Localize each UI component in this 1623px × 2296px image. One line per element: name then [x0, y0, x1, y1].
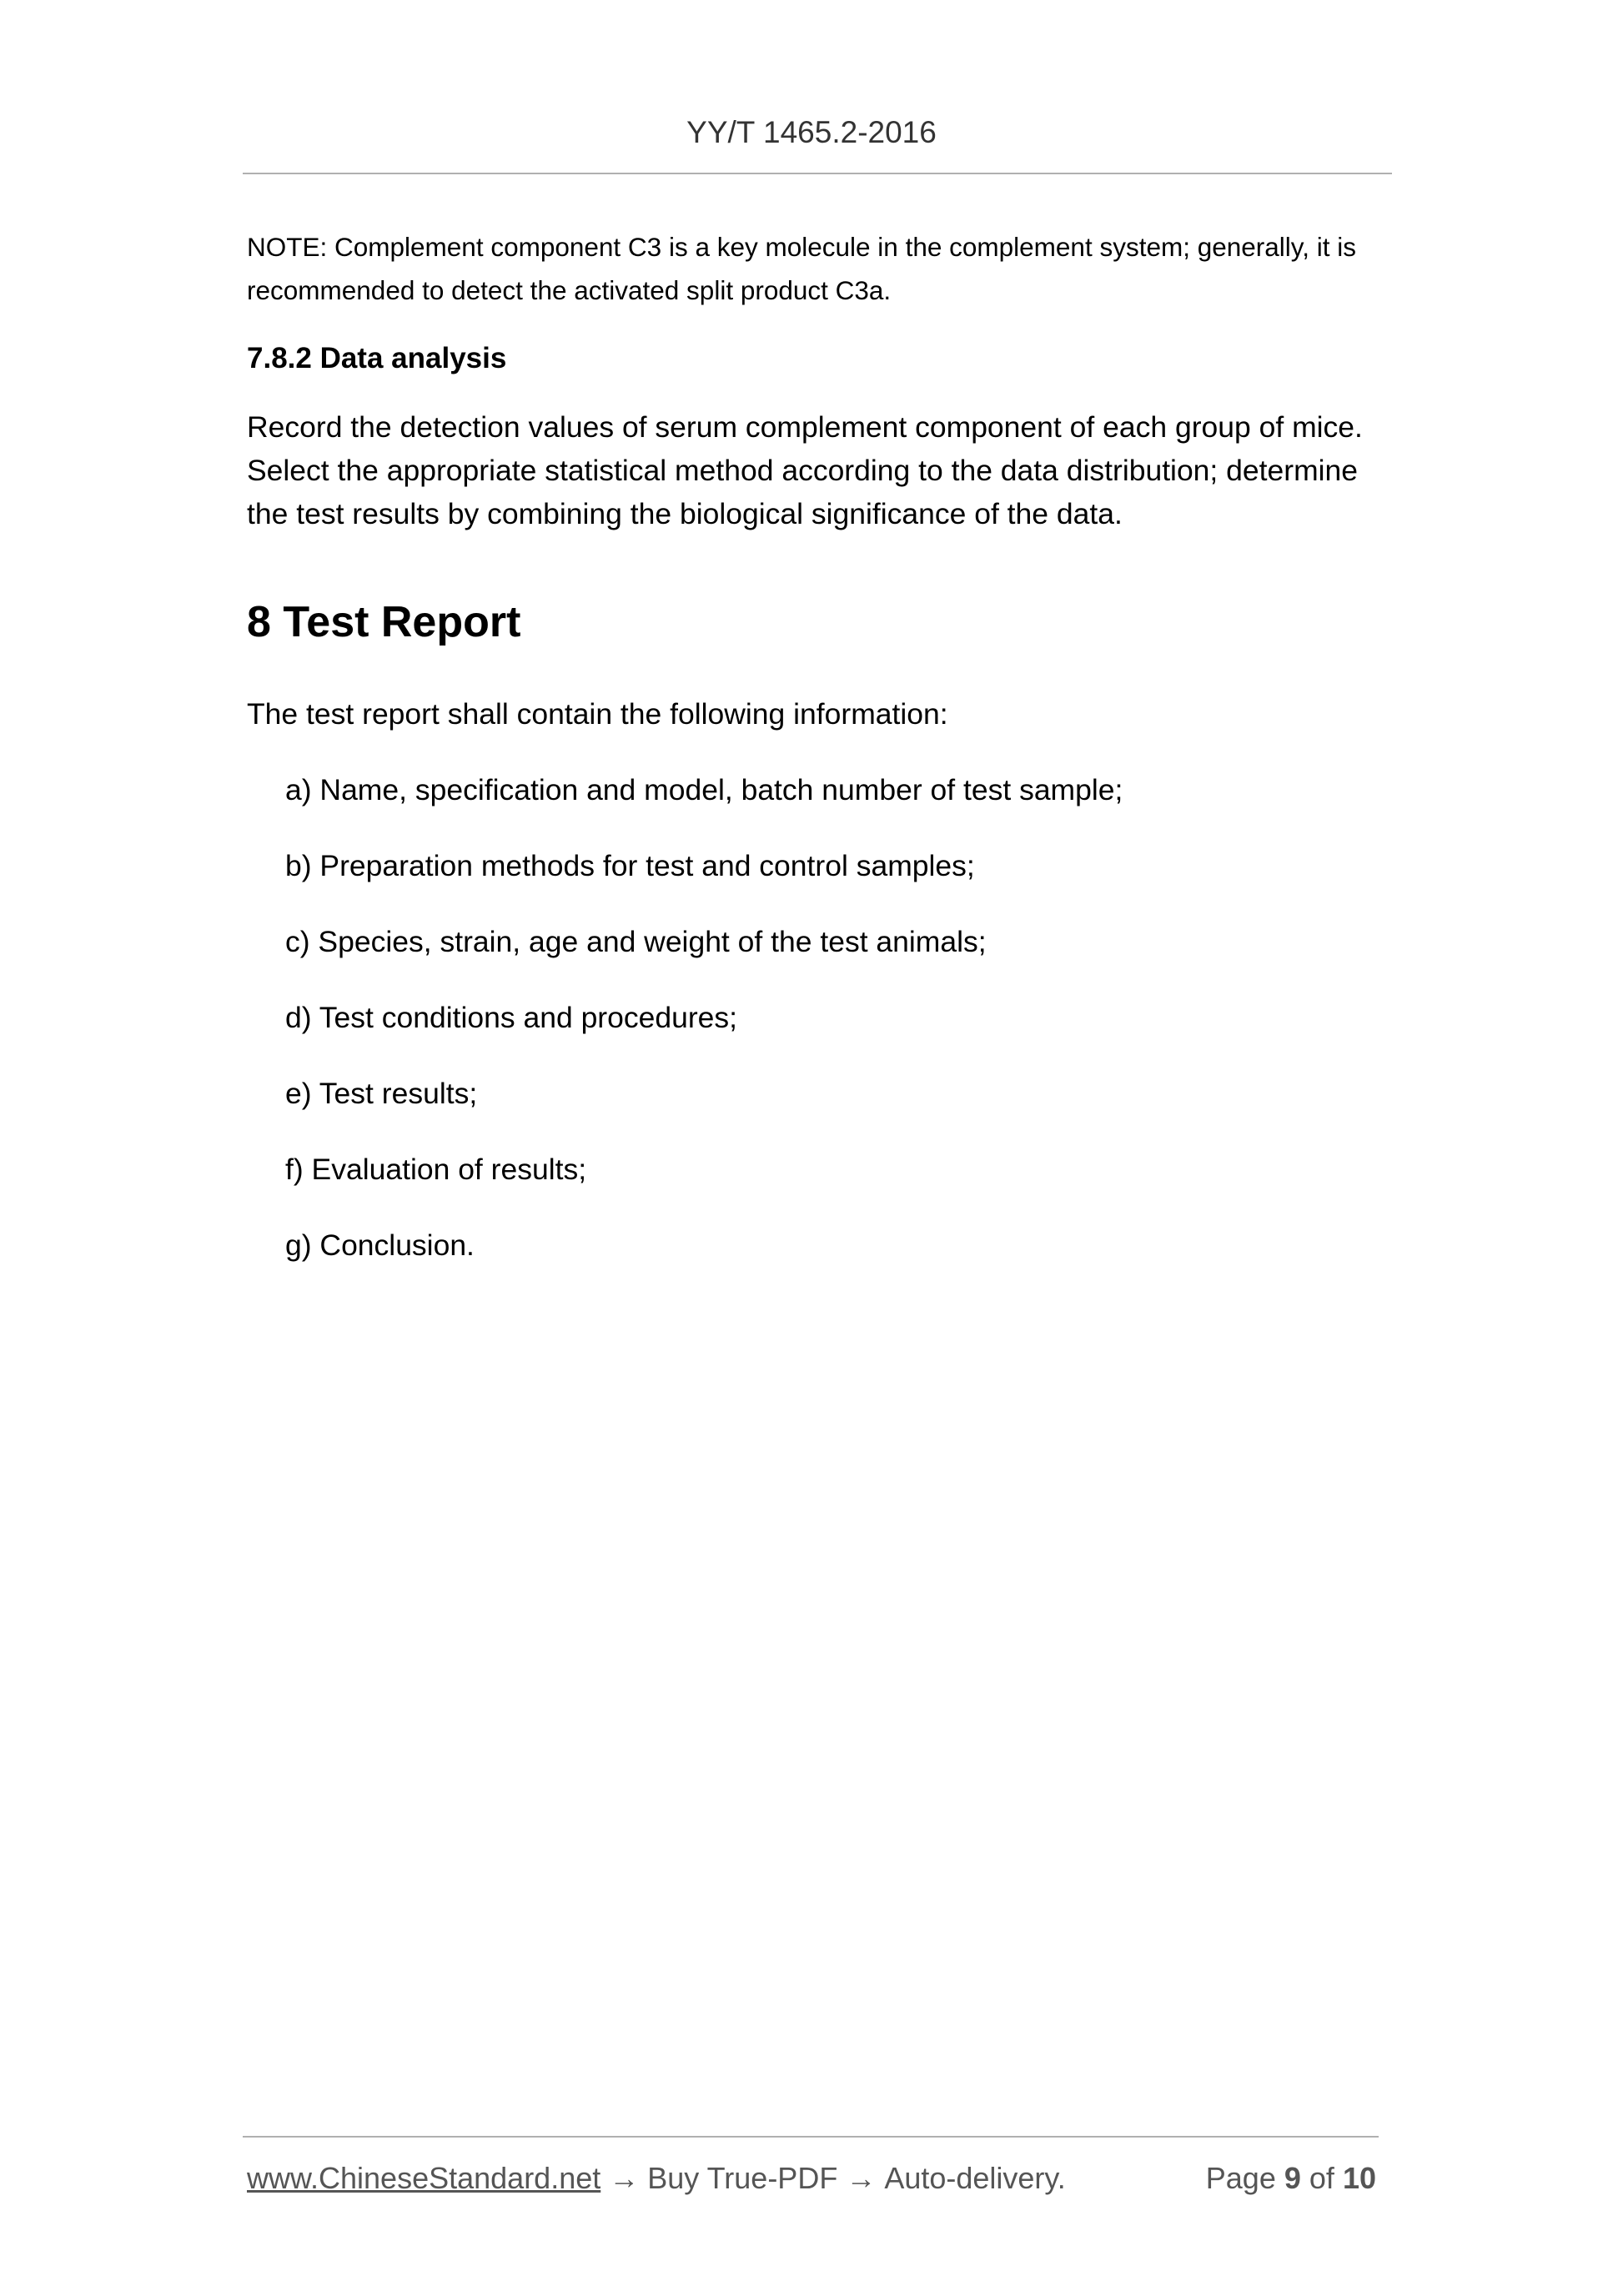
- list-item: g) Conclusion.: [285, 1228, 475, 1262]
- standard-code: YY/T 1465.2-2016: [686, 115, 937, 149]
- section-heading-test-report: 8 Test Report: [247, 598, 521, 646]
- list-item: d) Test conditions and procedures;: [285, 1001, 738, 1034]
- test-report-intro: The test report shall contain the following information:: [247, 697, 948, 731]
- page-label: Page: [1205, 2161, 1276, 2195]
- footer-divider: [243, 2136, 1379, 2138]
- header-divider: [243, 173, 1392, 174]
- subsection-heading-data-analysis: 7.8.2 Data analysis: [247, 342, 507, 374]
- list-item: b) Preparation methods for test and control samples;: [285, 849, 975, 882]
- document-body: [247, 225, 1389, 1299]
- note-paragraph: NOTE: Complement component C3 is a key molecule in the complement system; generally, it is recommended to detect the activated split product C3a.: [247, 232, 1356, 305]
- list-item: c) Species, strain, age and weight of the test animals;: [285, 925, 987, 958]
- delivery-text: Auto-delivery.: [884, 2161, 1066, 2195]
- data-analysis-paragraph: Record the detection values of serum complement component of each group of mice. Select the appropriate statistical method according to the data distribution; determine the test results by combining the biological significance of the data.: [247, 410, 1363, 530]
- site-link[interactable]: www.ChineseStandard.net: [247, 2161, 601, 2195]
- arrow-right-icon: →: [846, 2161, 877, 2195]
- buy-text: Buy True-PDF: [647, 2161, 838, 2195]
- of-label: of: [1309, 2161, 1334, 2195]
- list-item: a) Name, specification and model, batch number of test sample;: [285, 773, 1123, 806]
- test-report-list: [247, 768, 1389, 1267]
- page-number: 9: [1284, 2161, 1301, 2195]
- footer-promo: [247, 2160, 1066, 2197]
- page-total: 10: [1342, 2161, 1376, 2195]
- page-indicator: [1206, 2160, 1376, 2197]
- arrow-right-icon: →: [609, 2161, 640, 2195]
- list-item: f) Evaluation of results;: [285, 1153, 587, 1186]
- list-item: e) Test results;: [285, 1077, 478, 1110]
